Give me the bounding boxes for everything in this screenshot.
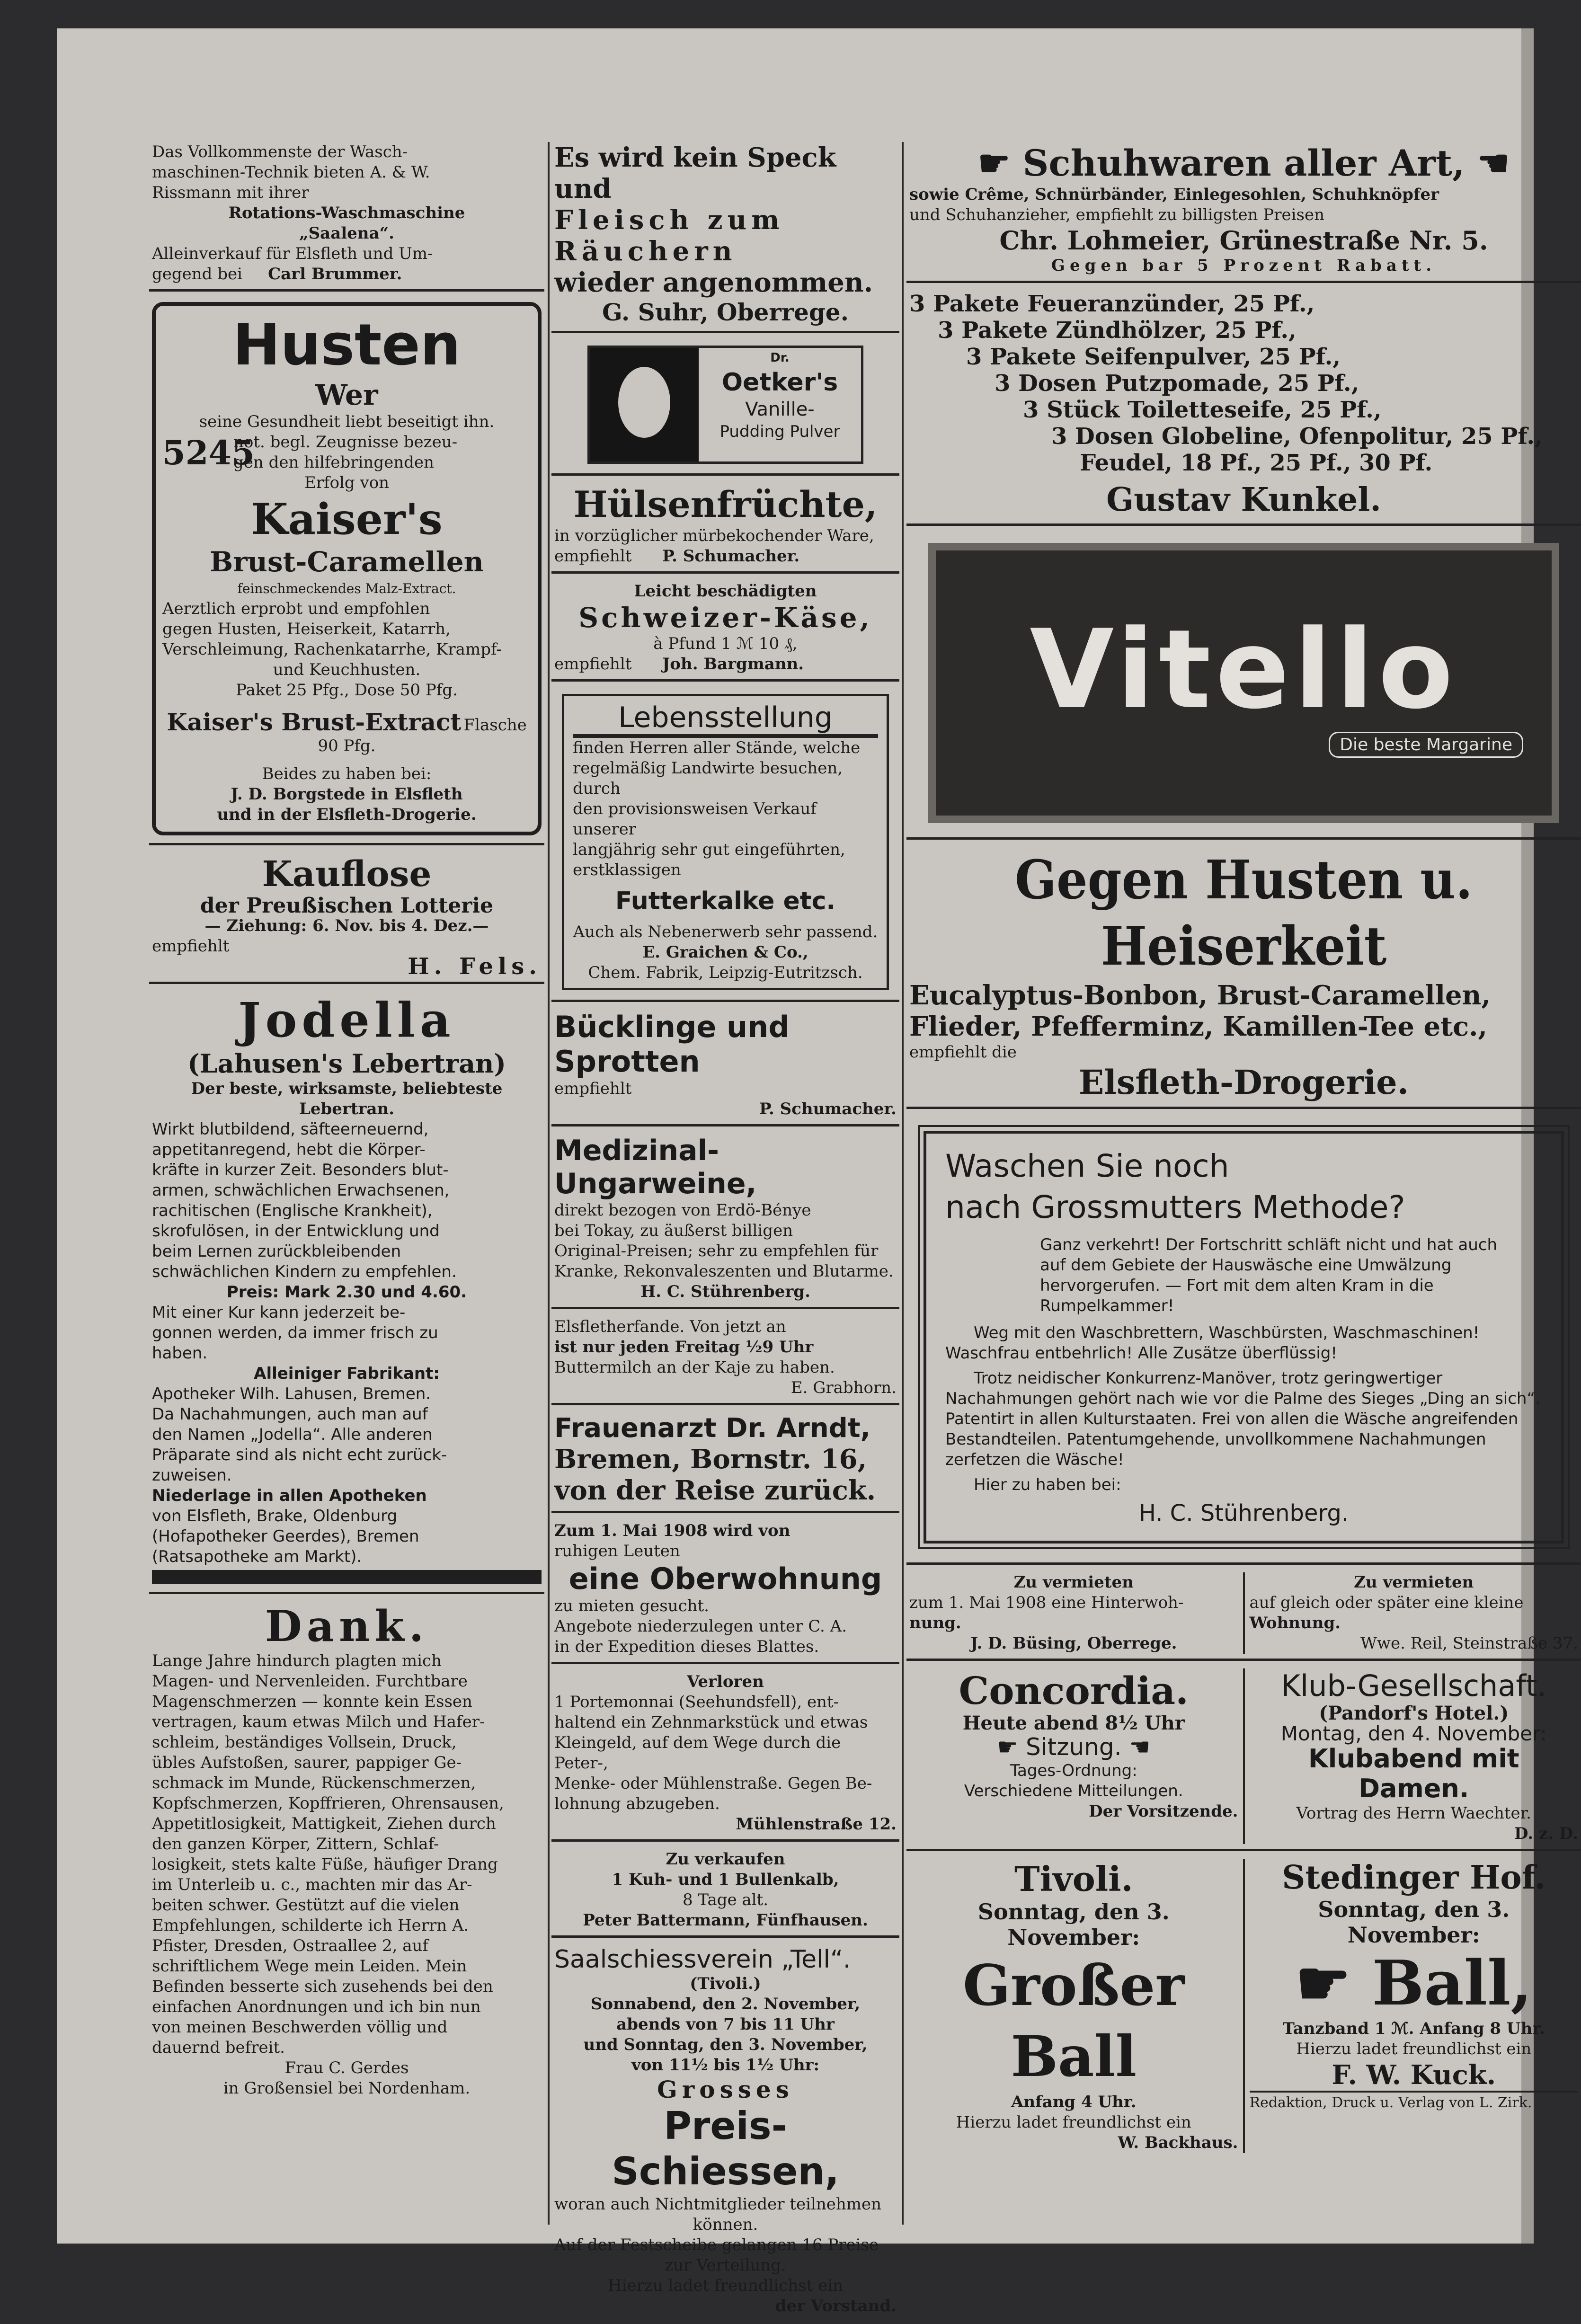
text: Sonntag, den 3. November:: [977, 1899, 1170, 1950]
text: Beides zu haben bei:: [262, 764, 432, 783]
text: von Elsfleth, Brake, Oldenburg: [152, 1507, 398, 1526]
headline: Medizinal-Ungarweine,: [554, 1134, 757, 1200]
text: abends von 7 bis 11 Uhr: [616, 2015, 835, 2034]
column-rule: [548, 142, 550, 2225]
text: den ganzen Körper, Zittern, Schlaf-: [152, 1835, 439, 1854]
headline: Schweizer-Käse,: [578, 602, 872, 634]
signature: Gustav Kunkel.: [1106, 481, 1381, 519]
column-2: [551, 137, 899, 2324]
signature: Joh. Bargmann.: [662, 655, 804, 674]
text: in vorzüglicher mürbekochender Ware,: [554, 526, 874, 545]
text: Magenschmerzen — konnte kein Essen: [152, 1692, 472, 1711]
text: Aerztlich erprobt und empfohlen: [162, 599, 430, 618]
text: 1 Kuh- und 1 Bullenkalb,: [612, 1870, 839, 1889]
text: 3 Dosen Putzpomade, 25 Pf.,: [995, 370, 1359, 397]
signature: P. Schumacher.: [759, 1100, 897, 1118]
count-number: 5245: [162, 433, 255, 472]
column-rule: [902, 142, 904, 2225]
text: (Tivoli.): [690, 1974, 761, 1993]
headline: Husten: [232, 312, 461, 378]
text: gen den hilfebringenden: [233, 453, 434, 472]
text: Alleiniger Fabrikant:: [254, 1364, 440, 1383]
text: empfiehlt: [554, 655, 632, 674]
text: dauernd befreit.: [152, 2038, 285, 2057]
text: skrofulösen, in der Entwicklung und: [152, 1222, 440, 1241]
signature: P. Schumacher.: [662, 547, 800, 566]
text: Lebertran.: [299, 1100, 395, 1118]
ad-kaiser: [149, 294, 544, 845]
ad-klub: [1245, 1668, 1579, 1844]
text: Feudel, 18 Pf., 25 Pf., 30 Pf.: [1080, 450, 1433, 476]
text: Wirkt blutbildend, säfteerneuernd,: [152, 1120, 429, 1139]
text: — Ziehung: 6. Nov. bis 4. Dez.—: [204, 916, 489, 935]
text: von meinen Beschwerden völlig und: [152, 2018, 448, 2037]
signature: H. C. Stührenberg.: [640, 1282, 810, 1301]
ad-arndt: [551, 1408, 899, 1513]
ad-verkaufen: [551, 1845, 899, 1938]
headline: Frauenarzt Dr. Arndt,: [554, 1413, 870, 1444]
text: zum 1. Mai 1908 eine Hinterwoh-: [909, 1593, 1184, 1612]
text: Da Nachahmungen, auch man auf: [152, 1405, 428, 1424]
text: feinschmeckendes Malz-Extract.: [237, 581, 456, 596]
headline: Hülsenfrüchte,: [573, 483, 878, 525]
text: Präparate sind als nicht echt zurück-: [152, 1446, 447, 1464]
text: haltend ein Zehnmarkstück und etwas: [554, 1713, 868, 1732]
big-headline: Ball,: [1372, 1947, 1532, 2019]
text: Klubabend mit Damen.: [1308, 1744, 1519, 1803]
newspaper-page: [57, 28, 1578, 2315]
text: zu mieten gesucht.: [554, 1597, 709, 1615]
text: Sitzung.: [1026, 1733, 1122, 1761]
text: empfiehlt: [152, 937, 230, 956]
text: Bremen, Bornstr. 16,: [554, 1444, 867, 1475]
text: (Ratsapotheke am Markt).: [152, 1547, 362, 1566]
text: lohnung abzugeben.: [554, 1794, 720, 1813]
text: von der Reise zurück.: [554, 1475, 876, 1506]
signature: H. C. Stührenberg.: [1138, 1500, 1349, 1526]
text: Vortrag des Herrn Waechter.: [1296, 1804, 1531, 1823]
ad-oetker: [551, 336, 899, 476]
imprint: Redaktion, Druck u. Verlag von L. Zirk.: [1250, 2091, 1579, 2113]
text: und in der Elsfleth-Drogerie.: [217, 805, 477, 824]
text: Angebote niederzulegen unter C. A.: [554, 1617, 847, 1636]
text: und Keuchhusten.: [273, 660, 421, 679]
signature: W. Backhaus.: [1118, 2133, 1238, 2152]
headline: Gegen Husten u. Heiserkeit: [1015, 849, 1473, 977]
big-headline: Großer Ball: [962, 1952, 1185, 2089]
ad-lebensstellung: [551, 684, 899, 1002]
text: empfiehlt: [554, 547, 632, 566]
text: woran auch Nichtmitglieder teilnehmen: [554, 2195, 882, 2214]
product-name: Brust-Caramellen: [210, 546, 484, 578]
signature: J. D. Büsing, Oberrege.: [970, 1634, 1177, 1653]
text: Apotheker Wilh. Lahusen, Bremen.: [152, 1384, 431, 1403]
text: Zum 1. Mai 1908 wird von: [554, 1521, 790, 1540]
text: Fleisch zum Räuchern: [554, 204, 784, 267]
text: schmack im Munde, Rückenschmerzen,: [152, 1774, 476, 1792]
text: können.: [693, 2215, 758, 2234]
text: appetitanregend, hebt die Körper-: [152, 1140, 426, 1159]
text: Menke- oder Mühlenstraße. Gegen Be-: [554, 1774, 872, 1793]
text: Magen- und Nervenleiden. Furchtbare: [152, 1672, 468, 1691]
text: (Pandorf's Hotel.): [1319, 1702, 1509, 1724]
ad-vermieten-1: [909, 1572, 1245, 1654]
text: à Pfund 1 ℳ 10 ₰,: [653, 634, 798, 653]
text: Erfolg von: [304, 473, 390, 492]
text: schleim, beständiges Vollsein, Druck,: [152, 1733, 457, 1752]
text: ist nur jeden Freitag ½9 Uhr: [554, 1338, 814, 1357]
text: 3 Pakete Seifenpulver, 25 Pf.,: [966, 344, 1341, 370]
signature: Peter Battermann, Fünfhausen.: [583, 1911, 868, 1930]
headline: Lebensstellung: [573, 701, 878, 738]
text: vertragen, kaum etwas Milch und Hafer-: [152, 1712, 485, 1731]
text: Eucalyptus-Bonbon, Brust-Caramellen,: [909, 980, 1491, 1011]
ad-stedinger-hof: [1245, 1859, 1579, 2153]
text: haben.: [152, 1344, 208, 1363]
text: Rissmann mit ihrer: [152, 183, 309, 202]
text: Wohnung.: [1249, 1614, 1341, 1632]
text: Verschiedene Mitteilungen.: [964, 1782, 1183, 1801]
text: zur Verteilung.: [665, 2256, 786, 2275]
divider: [152, 1570, 542, 1584]
text: Elsfletherfande. Von jetzt an: [554, 1317, 786, 1336]
text: (Lahusen's Lebertran): [187, 1048, 506, 1079]
text: Pfister, Dresden, Ostraallee 2, auf: [152, 1936, 428, 1955]
ad-grabhorn: [551, 1312, 899, 1405]
headline: Dank.: [265, 1601, 429, 1651]
text: Hierzu ladet freundlichst ein: [1296, 2040, 1532, 2058]
headline: Concordia.: [959, 1668, 1189, 1713]
signature: Wwe. Reil, Steinstraße 37.: [1360, 1634, 1578, 1653]
headline: Stedinger Hof.: [1282, 1859, 1546, 1897]
brand-name: Oetker's: [721, 368, 838, 397]
text: „Saalena“.: [299, 224, 394, 243]
brand-name: Kaiser's: [251, 494, 443, 544]
text: Kopfschmerzen, Kopffrieren, Ohrensausen,: [152, 1794, 504, 1813]
ad-oberwohnung: [551, 1516, 899, 1664]
text: ruhigen Leuten: [554, 1542, 680, 1561]
text: direkt bezogen von Erdö-Bénye: [554, 1201, 811, 1220]
text: Sonnabend, den 2. November,: [590, 1995, 861, 2014]
text: empfiehlt die: [909, 1043, 1017, 1062]
text: Rotations-Waschmaschine: [228, 204, 465, 222]
headline: Kauflose: [262, 854, 432, 895]
text: von 11½ bis 1½ Uhr:: [631, 2056, 820, 2075]
text: gonnen werden, da immer frisch zu: [152, 1323, 438, 1342]
ad-waschen: [906, 1112, 1581, 1565]
ad-tell: [551, 1941, 899, 2321]
text: Die beste Margarine: [1329, 732, 1523, 758]
text: Wer: [315, 379, 378, 412]
headline: nach Grossmutters Methode?: [945, 1189, 1405, 1225]
column-3: [906, 137, 1581, 2161]
text: 1 Portemonnai (Seehundsfell), ent-: [554, 1693, 839, 1712]
ad-gegen-husten: [906, 843, 1581, 1109]
text: empfiehlt: [554, 1079, 632, 1098]
text: Dr.: [770, 351, 790, 365]
text: armen, schwächlichen Erwachsenen,: [152, 1181, 450, 1200]
text: wieder angenommen.: [554, 267, 873, 298]
headline: Waschen Sie noch: [945, 1148, 1229, 1184]
text: Kaiser's Brust-Extract: [167, 708, 462, 736]
text: Leicht beschädigten: [634, 582, 817, 601]
text: Heute abend 8½ Uhr: [962, 1712, 1185, 1734]
text: Der beste, wirksamste, beliebteste: [191, 1079, 503, 1098]
text: Appetitlosigkeit, Mattigkeit, Ziehen durch: [152, 1814, 496, 1833]
text: seine Gesundheit liebt beseitigt ihn.: [199, 412, 495, 431]
text: beiten schwer. Gestützt auf die vielen: [152, 1896, 460, 1915]
text: bei Tokay, zu äußerst billigen: [554, 1221, 793, 1240]
text: sowie Crême, Schnürbänder, Einlegesohlen, Schuhknöpfer: [909, 185, 1439, 204]
ad-vermieten-row: [906, 1568, 1581, 1661]
text: und Sonntag, den 3. November,: [583, 2035, 868, 2054]
text: zuweisen.: [152, 1466, 232, 1485]
text: rachitischen (Englische Krankheit),: [152, 1201, 433, 1220]
text: Ganz verkehrt! Der Fortschritt schläft nicht und hat auch auf dem Gebiete der Hauswäsche eine Umwälzung hervorgerufen. — Fort mit dem alten Kram in die Rumpelkammer!: [1040, 1235, 1498, 1315]
ad-kunkel: [906, 286, 1581, 526]
text: im Unterleib u. c., machten mir das Ar-: [152, 1875, 472, 1894]
signature: der Vorstand.: [775, 2297, 897, 2315]
text: erstklassigen: [573, 860, 681, 879]
ad-vereine-row: [906, 1664, 1581, 1851]
text: auf gleich oder später eine kleine: [1249, 1593, 1524, 1612]
text: Trotz neidischer Konkurrenz-Manöver, trotz geringwertiger Nachahmungen gehört nach wie vor die Palme des Sieges „Ding an sich“. Patentirt in allen Kulturstaaten. Frei von allen die Wäsche angreifenden Bestandteilen. Patentumgehende, unvollkommene Nachahmungen zerfetzen die Wäsche!: [945, 1369, 1540, 1469]
signature: Der Vorsitzende.: [1089, 1802, 1238, 1821]
headline: Zu vermieten: [1013, 1573, 1134, 1592]
ad-vermieten-2: [1245, 1572, 1579, 1654]
text: J. D. Borgstede in Elsfleth: [231, 785, 463, 804]
headline: Jodella: [238, 992, 455, 1048]
ad-baelle-row: [906, 1854, 1581, 2158]
hand-pointer-icon: ☚: [1121, 1733, 1151, 1761]
signature: G. Suhr, Oberrege.: [602, 298, 849, 326]
hand-pointer-icon: ☛: [1295, 1947, 1372, 2019]
silhouette-icon: [590, 348, 699, 461]
text: Sonntag, den 3. November:: [1318, 1897, 1510, 1948]
text: Hier zu haben bei:: [974, 1475, 1121, 1494]
text: Vanille-: [745, 399, 815, 420]
signature: Frau C. Gerdes: [284, 2058, 409, 2077]
text: den provisionsweisen Verkauf unserer: [573, 799, 817, 839]
dealer-name: Carl Brummer.: [268, 265, 402, 284]
text: Niederlage in allen Apotheken: [152, 1486, 427, 1505]
ad-suhr: [551, 137, 899, 333]
headline: Zu verkaufen: [666, 1850, 785, 1869]
hand-pointer-icon: ☚: [1465, 142, 1510, 184]
text: Original-Preisen; sehr zu empfehlen für: [554, 1242, 879, 1260]
text: Flieder, Pfefferminz, Kamillen-Tee etc.,: [909, 1011, 1488, 1042]
headline: Bücklinge und Sprotten: [554, 1010, 790, 1079]
text: Mühlenstraße 12.: [736, 1815, 897, 1834]
ad-lotterie: [149, 848, 544, 984]
text: langjährig sehr gut eingeführten,: [573, 840, 845, 859]
text: beim Lernen zurückbleibenden: [152, 1242, 401, 1261]
ad-dank: [149, 1597, 544, 2103]
text: 3 Pakete Feueranzünder, 25 Pf.,: [909, 291, 1315, 317]
column-1: [149, 137, 544, 2106]
headline: Saalschiessverein „Tell“.: [554, 1945, 851, 1974]
headline: eine Oberwohnung: [568, 1561, 882, 1596]
ad-tivoli: [909, 1859, 1245, 2153]
text: Auf der Festscheibe gelangen 16 Preise: [554, 2235, 879, 2254]
text: schriftlichem Wege mein Leiden. Mein: [152, 1957, 467, 1976]
text: Gegen bar 5 Prozent Rabatt.: [1051, 256, 1437, 275]
text: in der Expedition dieses Blattes.: [554, 1637, 819, 1656]
ad-huelsen: [551, 479, 899, 574]
product-name: Futterkalke etc.: [615, 887, 836, 915]
headline: Klub-Gesellschaft.: [1281, 1668, 1547, 1703]
text: gegend bei: [152, 265, 243, 284]
text: Empfehlungen, schilderte ich Herrn A.: [152, 1916, 469, 1935]
vitello-logo: [928, 543, 1559, 823]
text: Montag, den 4. November:: [1280, 1722, 1547, 1745]
ad-buecklinge: [551, 1005, 899, 1127]
text: Alleinverkauf für Elsfleth und Um-: [152, 244, 433, 263]
text: Verschleimung, Rachenkatarrhe, Krampf-: [162, 640, 502, 659]
signature: H. Fels.: [408, 953, 542, 980]
text: kräfte in kurzer Zeit. Besonders blut-: [152, 1161, 449, 1180]
text: Preis: Mark 2.30 und 4.60.: [226, 1283, 467, 1302]
text: nung.: [909, 1614, 961, 1632]
text: maschinen-Technik bieten A. & W.: [152, 163, 430, 182]
signature: D. z. D.: [1514, 1824, 1578, 1843]
ad-concordia: [909, 1668, 1245, 1844]
text: Flasche 90 Pfg.: [318, 716, 527, 755]
text: 3 Dosen Globeline, Ofenpolitur, 25 Pf.,: [1051, 423, 1543, 450]
text: Das Vollkommenste der Wasch-: [152, 142, 408, 161]
ad-ungarweine: [551, 1129, 899, 1309]
text: Weg mit den Waschbrettern, Waschbürsten, Waschmaschinen! Waschfrau entbehrlich! Alle Zusätze überflüssig!: [945, 1323, 1480, 1363]
ad-schuhwaren: [906, 137, 1581, 283]
ad-rissmann: [149, 137, 544, 292]
hand-pointer-icon: ☛: [997, 1733, 1026, 1761]
text: 8 Tage alt.: [682, 1890, 769, 1909]
text: einfachen Anordnungen und ich bin nun: [152, 1997, 481, 2016]
text: E. Graichen & Co.,: [642, 943, 808, 962]
text: Anfang 4 Uhr.: [1011, 2093, 1137, 2111]
text: finden Herren aller Stände, welche: [573, 738, 861, 757]
text: Lange Jahre hindurch plagten mich: [152, 1651, 442, 1670]
text: Auch als Nebenerwerb sehr passend.: [573, 923, 878, 941]
text: den Namen „Jodella“. Alle anderen: [152, 1425, 433, 1444]
headline: Tivoli.: [1014, 1859, 1133, 1899]
text: Grosses: [657, 2076, 794, 2103]
text: Hierzu ladet freundlichst ein: [607, 2276, 844, 2295]
text: not. begl. Zeugnisse bezeu-: [233, 433, 458, 452]
text: gegen Husten, Heiserkeit, Katarrh,: [162, 620, 451, 639]
text: Tages-Ordnung:: [1010, 1761, 1137, 1780]
text: Mit einer Kur kann jederzeit be-: [152, 1303, 406, 1322]
brand-name: Vitello: [1030, 606, 1458, 733]
ad-verloren: [551, 1667, 899, 1842]
text: 3 Stück Toiletteseife, 25 Pf.,: [1023, 397, 1382, 423]
text: Hierzu ladet freundlichst ein: [956, 2113, 1191, 2132]
text: (Hofapotheker Geerdes), Bremen: [152, 1527, 419, 1546]
text: Tanzband 1 ℳ. Anfang 8 Uhr.: [1282, 2019, 1545, 2038]
signature: F. W. Kuck.: [1332, 2059, 1496, 2091]
text: übles Aufstoßen, saurer, pappiger Ge-: [152, 1753, 462, 1772]
ad-jodella: [149, 987, 544, 1594]
signature: Elsfleth-Drogerie.: [1078, 1063, 1409, 1102]
text: in Großensiel bei Nordenham.: [223, 2079, 471, 2098]
hand-pointer-icon: ☛: [977, 142, 1023, 184]
text: Paket 25 Pfg., Dose 50 Pfg.: [236, 681, 458, 700]
text: regelmäßig Landwirte besuchen, durch: [573, 759, 843, 798]
text: Chem. Fabrik, Leipzig-Eutritzsch.: [588, 963, 863, 982]
text: Buttermilch an der Kaje zu haben.: [554, 1358, 835, 1377]
text: Kranke, Rekonvaleszenten und Blutarme.: [554, 1262, 894, 1281]
text: Befinden besserte sich zusehends bei den: [152, 1977, 493, 1996]
big-headline: Preis-Schiessen,: [612, 2104, 839, 2193]
text: Pudding Pulver: [719, 422, 840, 441]
text: Kleingeld, auf dem Wege durch die Peter-,: [554, 1733, 841, 1773]
headline: Verloren: [687, 1672, 764, 1691]
text: schwächlichen Kindern zu empfehlen.: [152, 1262, 457, 1281]
text: 3 Pakete Zündhölzer, 25 Pf.,: [938, 317, 1297, 344]
text: losigkeit, stets kalte Füße, häufiger Drang: [152, 1855, 498, 1874]
text: Es wird kein Speck und: [554, 142, 836, 204]
signature: E. Grabhorn.: [790, 1378, 897, 1397]
text: der Preußischen Lotterie: [200, 894, 494, 918]
text: und Schuhanzieher, empfiehlt zu billigsten Preisen: [909, 205, 1324, 224]
ad-vitello: [906, 529, 1581, 840]
signature: Chr. Lohmeier, Grünestraße Nr. 5.: [999, 225, 1488, 256]
headline: Schuhwaren aller Art,: [1022, 142, 1465, 184]
ad-kaese: [551, 577, 899, 682]
headline: Zu vermieten: [1354, 1573, 1474, 1592]
